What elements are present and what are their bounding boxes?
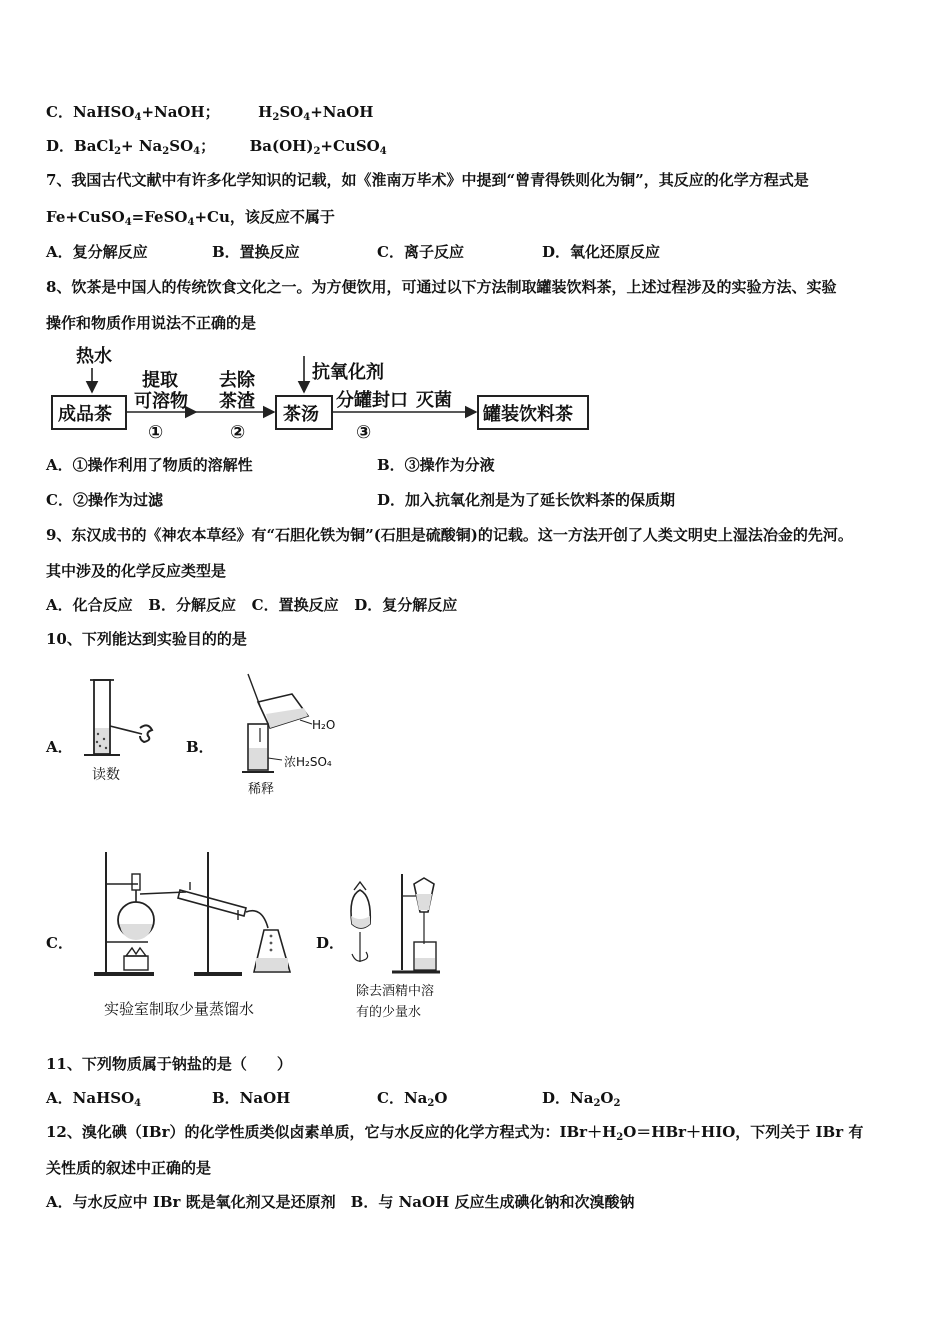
q8-option-d: D．加入抗氧化剂是为了延长饮料茶的保质期	[377, 491, 676, 509]
q11-option-d: D．$Na_2O_2$	[542, 1089, 621, 1109]
q7-stem-line2: Fe+CuSO$_4$=FeSO$_4$+Cu，该反应不属于	[46, 208, 335, 228]
q10-label-c: C．	[46, 934, 73, 952]
q10-label-a: A．	[46, 738, 73, 756]
q11-stem: 11、下列物质属于钠盐的是（ ）	[46, 1055, 292, 1073]
q7-stem-line1: 7、我国古代文献中有许多化学知识的记载，如《淮南万毕术》中提到“曾青得铁则化为铜”，其反应的化学方程式是	[46, 171, 809, 189]
flow-step2-num: ②	[230, 422, 246, 443]
flow-step1-top: 提取	[142, 370, 178, 391]
q7-option-a: A．复分解反应	[46, 243, 148, 261]
q6-option-c: C．NaHSO$_4$+NaOH； $H_2SO_4+NaOH$	[46, 103, 374, 123]
q11-option-b: B．NaOH	[212, 1089, 291, 1107]
q10-figure-a-graduated-cylinder-reading	[84, 676, 164, 786]
q12-stem-line1: 12、溴化碘（IBr）的化学性质类似卤素单质，它与水反应的化学方程式为：$IBr+H_2O=HBr+HIO$，下列关于 IBr 有	[46, 1123, 864, 1143]
q10-caption-a: 读数	[92, 767, 120, 783]
q8-stem-line1: 8、饮茶是中国人的传统饮食文化之一。为方便饮用，可通过以下方法制取罐装饮料茶，上述过程涉及的实验方法、实验	[46, 278, 837, 296]
flow-hot-water: 热水	[76, 346, 112, 367]
q10-caption-b: 稀释	[248, 782, 275, 797]
q10-caption-d-line1: 除去酒精中溶	[356, 984, 435, 999]
q8-stem-line2: 操作和物质作用说法不正确的是	[46, 314, 257, 332]
q7-option-d: D．氧化还原反应	[542, 243, 661, 261]
q7-option-b: B．置换反应	[212, 243, 300, 261]
q6-option-d: D．BaCl$_2$+ $Na_2SO_4$； $Ba(OH)_2+CuSO_4$	[46, 137, 387, 157]
q10-stem: 10、下列能达到实验目的的是	[46, 630, 247, 648]
q8-option-c: C．②操作为过滤	[46, 491, 163, 509]
flow-step1-num: ①	[148, 422, 164, 443]
flow-step2-top: 去除	[219, 370, 255, 391]
flow-finished-tea: 成品茶	[58, 404, 112, 425]
q10-figure-d-separatory-funnel	[344, 870, 464, 1022]
flow-sterilize: 灭菌	[416, 390, 452, 411]
q11-option-c: C．$Na_2O$	[377, 1089, 448, 1109]
q10-label-b: B．	[186, 738, 214, 756]
flow-step2-bottom: 茶渣	[219, 391, 255, 412]
q8-option-a: A．①操作利用了物质的溶解性	[46, 456, 253, 474]
q12-options: A．与水反应中 IBr 既是氧化剂又是还原剂 B．与 NaOH 反应生成碘化钠和次溴酸钠	[46, 1193, 635, 1211]
q11-option-a: A．NaHSO$_4$	[46, 1089, 142, 1109]
q10-label-d: D．	[316, 934, 345, 952]
flow-step1-bottom: 可溶物	[134, 391, 188, 412]
flow-antioxidant: 抗氧化剂	[312, 362, 384, 383]
flow-step3: 分罐封口	[336, 390, 408, 411]
q10-caption-d-line2: 有的少量水	[356, 1005, 422, 1020]
q10-figure-c-distillation-apparatus	[90, 844, 302, 1024]
q9-options: A．化合反应 B．分解反应 C．置换反应 D．复分解反应	[46, 596, 458, 614]
q10-caption-c: 实验室制取少量蒸馏水	[104, 1000, 255, 1018]
flow-tea-soup: 茶汤	[283, 404, 319, 425]
q12-stem-line2: 关性质的叙述中正确的是	[46, 1159, 212, 1177]
q7-option-c: C．离子反应	[377, 243, 464, 261]
q8-option-b: B．③操作为分液	[377, 456, 495, 474]
flow-step3-num: ③	[356, 422, 372, 443]
q10-b-acid-label: 浓H₂SO₄	[284, 755, 332, 769]
q9-stem-line1: 9、东汉成书的《神农本草经》有“石胆化铁为铜”(石胆是硫酸铜)的记载。这一方法开创了人类文明史上湿法冶金的先河。	[46, 526, 853, 544]
flow-canned-tea: 罐装饮料茶	[483, 404, 573, 425]
q9-stem-line2: 其中涉及的化学反应类型是	[46, 562, 227, 580]
q10-figure-b-diluting-acid	[230, 672, 350, 802]
tea-process-flowchart	[46, 340, 596, 445]
q10-b-water-label: H₂O	[312, 718, 336, 732]
